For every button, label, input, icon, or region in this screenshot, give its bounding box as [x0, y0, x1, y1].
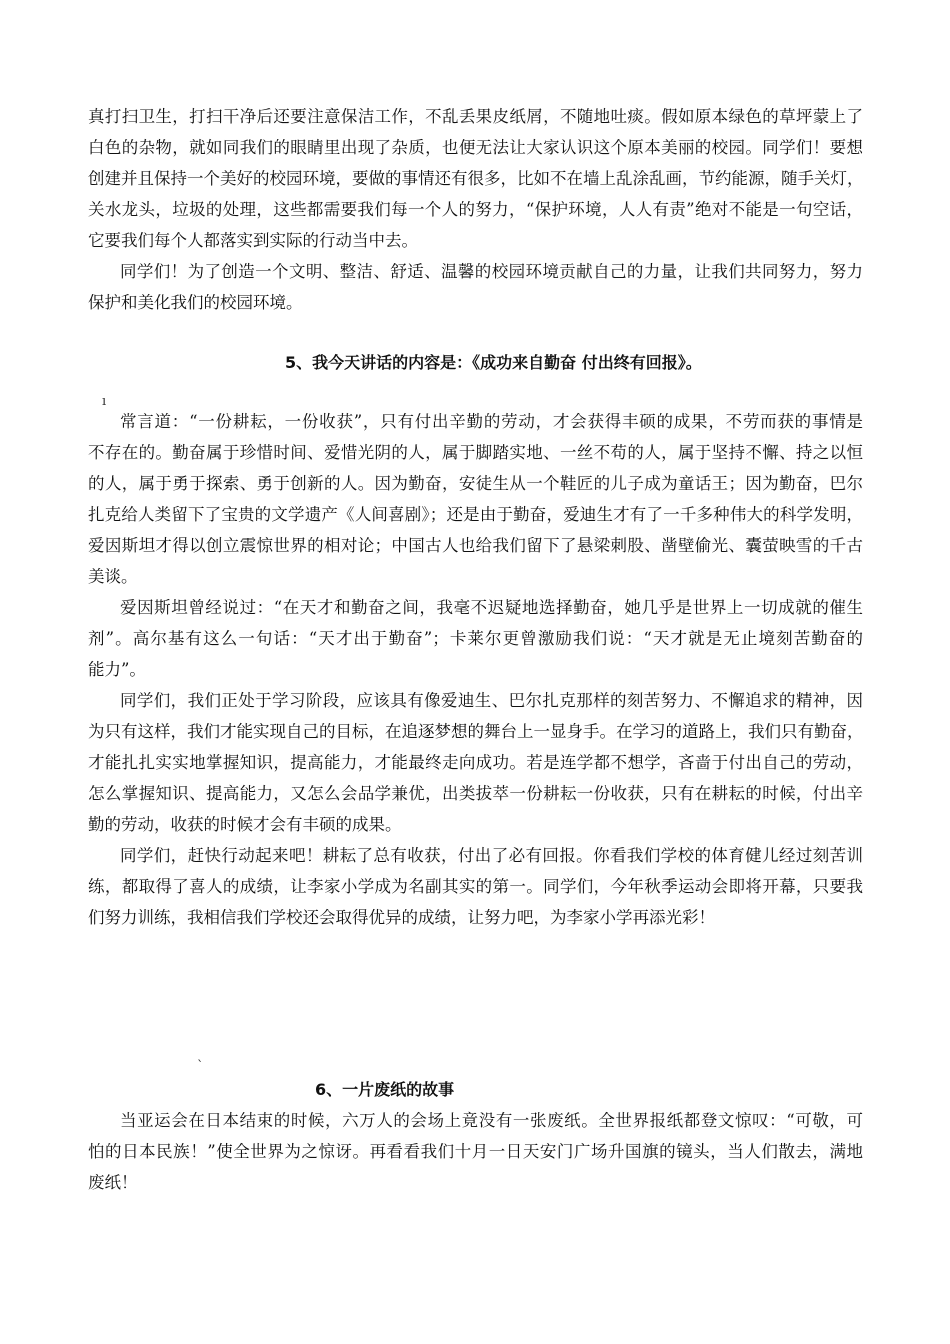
paragraph-line: 剂”。高尔基有这么一句话：“天才出于勤奋”；卡莱尔更曾激励我们说：“天才就是无止境刻苦勤奋的	[88, 629, 863, 648]
paragraph-line: 为只有这样，我们才能实现自己的目标，在追逐梦想的舞台上一显身手。在学习的道路上，我们只有勤奋，	[88, 722, 863, 741]
paragraph-line: 怎么掌握知识、提高能力，又怎么会品学兼优，出类拔萃一份耕耘一份收获，只有在耕耘的时候，付出辛	[88, 784, 863, 803]
paragraph-line: 们努力训练，我相信我们学校还会取得优异的成绩，让努力吧，为李家小学再添光彩！	[88, 908, 715, 927]
paragraph-line: 废纸！	[88, 1173, 138, 1192]
paragraph-line: 的人，属于勇于探索、勇于创新的人。因为勤奋，安徒生从一个鞋匠的儿子成为童话王；因为勤奋，巴尔	[88, 474, 863, 493]
paragraph-line: 不存在的。勤奋属于珍惜时间、爱惜光阴的人，属于脚踏实地、一丝不苟的人，属于坚持不懈、持之以恒	[88, 443, 863, 462]
paragraph-line: 保护和美化我们的校园环境。	[88, 293, 303, 312]
paragraph-line: 爱因斯坦才得以创立震惊世界的相对论；中国古人也给我们留下了悬梁刺股、凿壁偷光、囊萤映雪的千古	[88, 536, 863, 555]
stray-mark: `	[197, 1059, 204, 1074]
paragraph-line: 练，都取得了喜人的成绩，让李家小学成为名副其实的第一。同学们，今年秋季运动会即将开幕，只要我	[88, 877, 863, 896]
paragraph-line: 勤的劳动，收获的时候才会有丰硕的成果。	[88, 815, 402, 834]
paragraph-line: 同学们，我们正处于学习阶段，应该具有像爱迪生、巴尔扎克那样的刻苦努力、不懈追求的精神，因	[120, 691, 863, 710]
section-heading: 5、我今天讲话的内容是：《成功来自勤奋 付出终有回报》。	[285, 353, 702, 372]
paragraph-line: 白色的杂物，就如同我们的眼睛里出现了杂质，也便无法让大家认识这个原本美丽的校园。同学们！要想	[88, 138, 863, 157]
paragraph-line: 常言道：“一份耕耘，一份收获”，只有付出辛勤的劳动，才会获得丰硕的成果，不劳而获的事情是	[120, 412, 863, 431]
paragraph-line: 当亚运会在日本结束的时候，六万人的会场上竟没有一张废纸。全世界报纸都登文惊叹：“可敬，可	[120, 1111, 863, 1130]
paragraph-line: 关水龙头，垃圾的处理，这些都需要我们每一个人的努力，“保护环境，人人有责”绝对不能是一句空话，	[88, 200, 863, 219]
paragraph-line: 它要我们每个人都落实到实际的行动当中去。	[88, 231, 418, 250]
stray-mark: ı	[102, 394, 107, 409]
section-heading: 6、一片废纸的故事	[315, 1080, 455, 1099]
paragraph-line: 创建并且保持一个美好的校园环境，要做的事情还有很多，比如不在墙上乱涂乱画，节约能源，随手关灯，	[88, 169, 863, 188]
paragraph-line: 美谈。	[88, 567, 138, 586]
paragraph-line: 能力”。	[88, 660, 146, 679]
paragraph-line: 同学们，赶快行动起来吧！耕耘了总有收获，付出了必有回报。你看我们学校的体育健儿经过刻苦训	[120, 846, 863, 865]
paragraph-line: 才能扎扎实实地掌握知识，提高能力，才能最终走向成功。若是连学都不想学，吝啬于付出自己的劳动，	[88, 753, 863, 772]
paragraph-line: 真打扫卫生，打扫干净后还要注意保洁工作，不乱丢果皮纸屑，不随地吐痰。假如原本绿色的草坪蒙上了	[88, 107, 863, 126]
paragraph-line: 怕的日本民族！”使全世界为之惊讶。再看看我们十月一日天安门广场升国旗的镜头，当人们散去，满地	[88, 1142, 863, 1161]
paragraph-line: 扎克给人类留下了宝贵的文学遗产《人间喜剧》；还是由于勤奋，爱迪生才有了一千多种伟大的科学发明，	[88, 505, 863, 524]
paragraph-line: 爱因斯坦曾经说过：“在天才和勤奋之间，我毫不迟疑地选择勤奋，她几乎是世界上一切成就的催生	[120, 598, 863, 617]
paragraph-line: 同学们！为了创造一个文明、整洁、舒适、温馨的校园环境贡献自己的力量，让我们共同努力，努力	[120, 262, 863, 281]
